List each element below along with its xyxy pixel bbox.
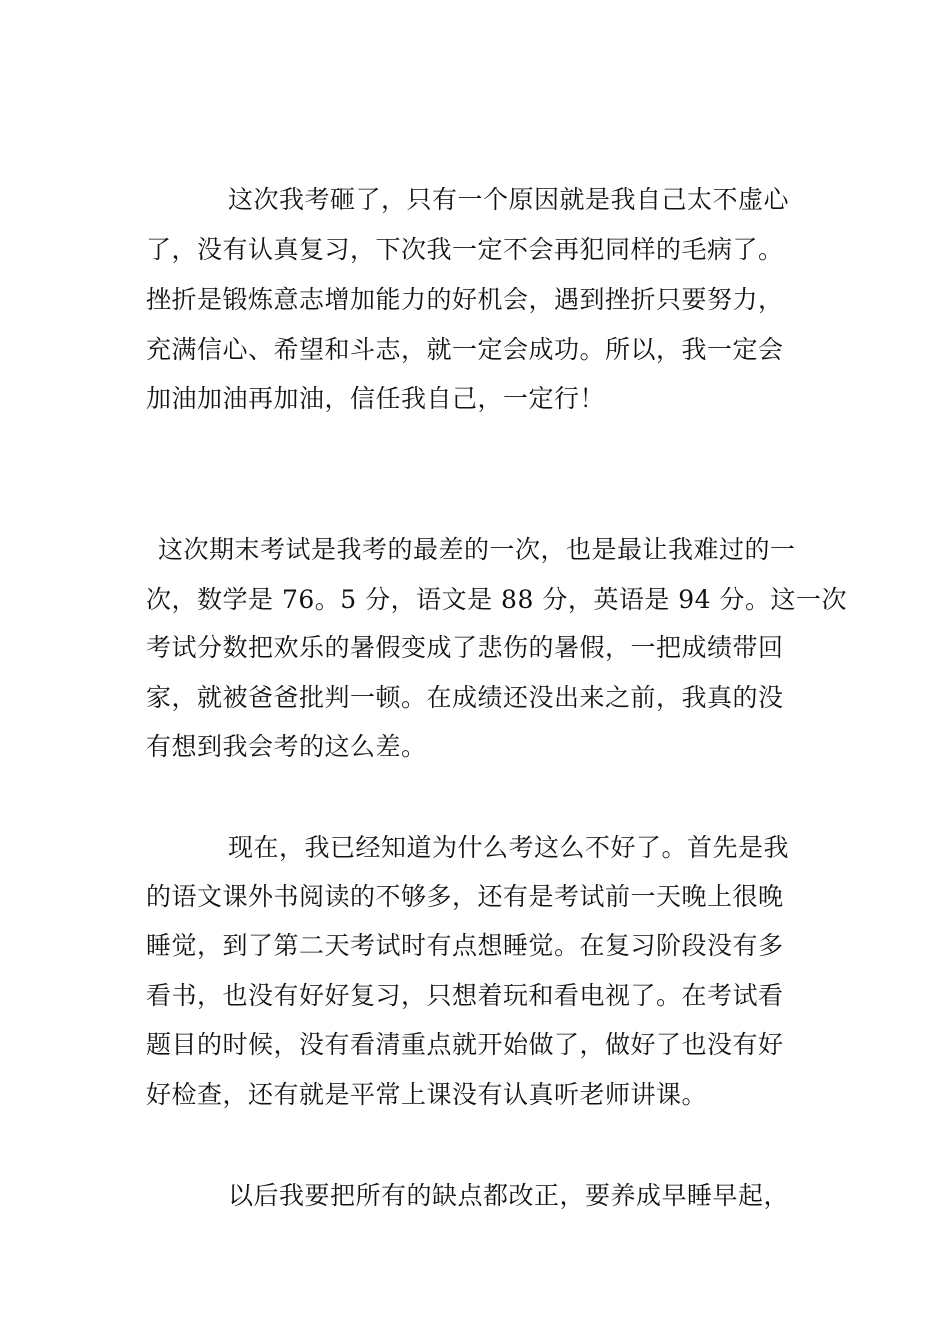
paragraph-2-line-4: 家，就被爸爸批判一顿。在成绩还没出来之前，我真的没 (146, 683, 784, 712)
paragraph-1-line-1: 这次我考砸了，只有一个原因就是我自己太不虚心 (228, 185, 790, 214)
paragraph-4-line-1: 以后我要把所有的缺点都改正，要养成早睡早起， (228, 1181, 790, 1210)
paragraph-1-line-5: 加油加油再加油，信任我自己，一定行！ (146, 384, 606, 413)
paragraph-3-line-2: 的语文课外书阅读的不够多，还有是考试前一天晚上很晚 (146, 882, 784, 911)
paragraph-1-line-4: 充满信心、希望和斗志，就一定会成功。所以，我一定会 (146, 335, 784, 364)
paragraph-3-line-5: 题目的时候，没有看清重点就开始做了，做好了也没有好 (146, 1030, 784, 1059)
paragraph-3-line-4: 看书，也没有好好复习，只想着玩和看电视了。在考试看 (146, 981, 784, 1010)
paragraph-1-line-2: 了，没有认真复习，下次我一定不会再犯同样的毛病了。 (146, 235, 784, 264)
paragraph-3-line-1: 现在，我已经知道为什么考这么不好了。首先是我 (228, 833, 790, 862)
paragraph-2-line-3: 考试分数把欢乐的暑假变成了悲伤的暑假，一把成绩带回 (146, 633, 784, 662)
paragraph-2-line-5: 有想到我会考的这么差。 (146, 732, 427, 761)
paragraph-2-line-2: 次，数学是 76。5 分，语文是 88 分，英语是 94 分。这一次 (146, 585, 848, 614)
paragraph-1-line-3: 挫折是锻炼意志增加能力的好机会，遇到挫折只要努力， (146, 285, 784, 314)
paragraph-2-line-1: 这次期末考试是我考的最差的一次，也是最让我难过的一 (158, 535, 796, 564)
paragraph-3-line-6: 好检查，还有就是平常上课没有认真听老师讲课。 (146, 1080, 708, 1109)
paragraph-3-line-3: 睡觉，到了第二天考试时有点想睡觉。在复习阶段没有多 (146, 931, 784, 960)
